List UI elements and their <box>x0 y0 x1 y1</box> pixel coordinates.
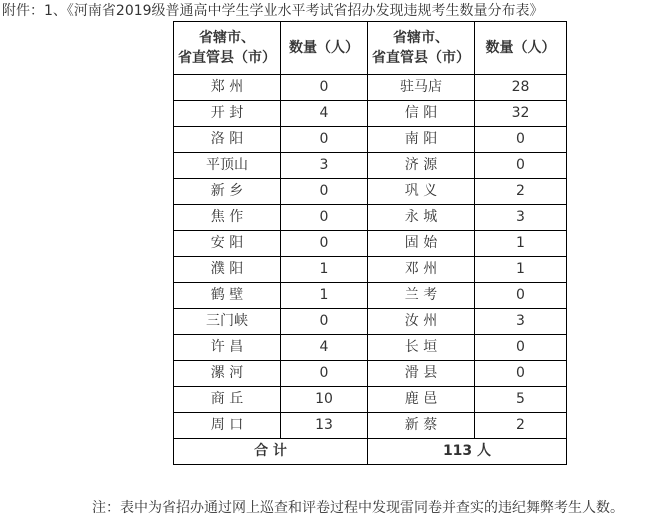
header-city-left <box>174 22 281 75</box>
left-city-cell: 鹤 壁 <box>174 283 281 309</box>
right-count-cell: 0 <box>475 361 567 387</box>
left-city-cell: 焦 作 <box>174 205 281 231</box>
right-count-cell: 1 <box>475 231 567 257</box>
right-city-cell: 新 蔡 <box>368 413 475 439</box>
table-row <box>174 205 567 231</box>
right-city-cell: 南 阳 <box>368 127 475 153</box>
right-count-cell: 32 <box>475 101 567 127</box>
left-count-cell: 1 <box>281 283 368 309</box>
left-city-cell: 洛 阳 <box>174 127 281 153</box>
right-city-cell: 信 阳 <box>368 101 475 127</box>
right-city-cell: 固 始 <box>368 231 475 257</box>
table-row <box>174 361 567 387</box>
left-city-cell: 平顶山 <box>174 153 281 179</box>
left-city-cell: 周 口 <box>174 413 281 439</box>
table-header-row <box>174 22 567 75</box>
right-city-cell: 巩 义 <box>368 179 475 205</box>
table-footnote: 注：表中为省招办通过网上巡查和评卷过程中发现雷同卷并查实的违纪舞弊考生人数。 <box>92 500 624 516</box>
right-count-cell: 1 <box>475 257 567 283</box>
header-count-left: 数量（人） <box>281 22 368 75</box>
table-row <box>174 257 567 283</box>
table-row <box>174 309 567 335</box>
table-row <box>174 283 567 309</box>
table-row <box>174 387 567 413</box>
table-row <box>174 75 567 101</box>
left-city-cell: 许 昌 <box>174 335 281 361</box>
left-count-cell: 4 <box>281 101 368 127</box>
table-row <box>174 335 567 361</box>
right-count-cell: 0 <box>475 335 567 361</box>
left-count-cell: 0 <box>281 75 368 101</box>
table-row <box>174 127 567 153</box>
left-city-cell: 商 丘 <box>174 387 281 413</box>
left-count-cell: 0 <box>281 231 368 257</box>
right-count-cell: 0 <box>475 283 567 309</box>
right-city-cell: 兰 考 <box>368 283 475 309</box>
header-city-left-line1: 省辖市、 <box>199 30 255 46</box>
left-city-cell: 开 封 <box>174 101 281 127</box>
header-city-right <box>368 22 475 75</box>
header-city-right-line1: 省辖市、 <box>393 30 449 46</box>
table-row <box>174 101 567 127</box>
right-count-cell: 2 <box>475 179 567 205</box>
right-city-cell: 邓 州 <box>368 257 475 283</box>
header-city-right-line2: 省直管县（市） <box>372 50 470 66</box>
left-count-cell: 13 <box>281 413 368 439</box>
right-count-cell: 3 <box>475 309 567 335</box>
left-count-cell: 0 <box>281 179 368 205</box>
left-count-cell: 3 <box>281 153 368 179</box>
left-city-cell: 郑 州 <box>174 75 281 101</box>
left-city-cell: 新 乡 <box>174 179 281 205</box>
right-city-cell: 济 源 <box>368 153 475 179</box>
header-city-left-line2: 省直管县（市） <box>178 50 276 66</box>
left-city-cell: 安 阳 <box>174 231 281 257</box>
right-count-cell: 3 <box>475 205 567 231</box>
table-row <box>174 413 567 439</box>
left-count-cell: 0 <box>281 127 368 153</box>
left-count-cell: 1 <box>281 257 368 283</box>
total-value: 113 人 <box>368 439 567 465</box>
left-count-cell: 10 <box>281 387 368 413</box>
document-title: 附件：1、《河南省2019级普通高中学生学业水平考试省招办发现违规考生数量分布表》 <box>2 3 544 19</box>
right-city-cell: 汝 州 <box>368 309 475 335</box>
left-city-cell: 三门峡 <box>174 309 281 335</box>
header-count-right: 数量（人） <box>475 22 567 75</box>
right-count-cell: 28 <box>475 75 567 101</box>
left-count-cell: 0 <box>281 309 368 335</box>
right-city-cell: 驻马店 <box>368 75 475 101</box>
right-city-cell: 永 城 <box>368 205 475 231</box>
right-city-cell: 滑 县 <box>368 361 475 387</box>
right-city-cell: 长 垣 <box>368 335 475 361</box>
left-count-cell: 0 <box>281 361 368 387</box>
right-count-cell: 0 <box>475 127 567 153</box>
right-count-cell: 5 <box>475 387 567 413</box>
left-city-cell: 濮 阳 <box>174 257 281 283</box>
table-row <box>174 231 567 257</box>
right-count-cell: 2 <box>475 413 567 439</box>
distribution-table <box>173 21 567 465</box>
left-city-cell: 漯 河 <box>174 361 281 387</box>
right-count-cell: 0 <box>475 153 567 179</box>
table-body <box>174 75 567 439</box>
left-count-cell: 0 <box>281 205 368 231</box>
left-count-cell: 4 <box>281 335 368 361</box>
table-row <box>174 179 567 205</box>
right-city-cell: 鹿 邑 <box>368 387 475 413</box>
total-row <box>174 439 567 465</box>
total-label: 合 计 <box>174 439 368 465</box>
table-row <box>174 153 567 179</box>
